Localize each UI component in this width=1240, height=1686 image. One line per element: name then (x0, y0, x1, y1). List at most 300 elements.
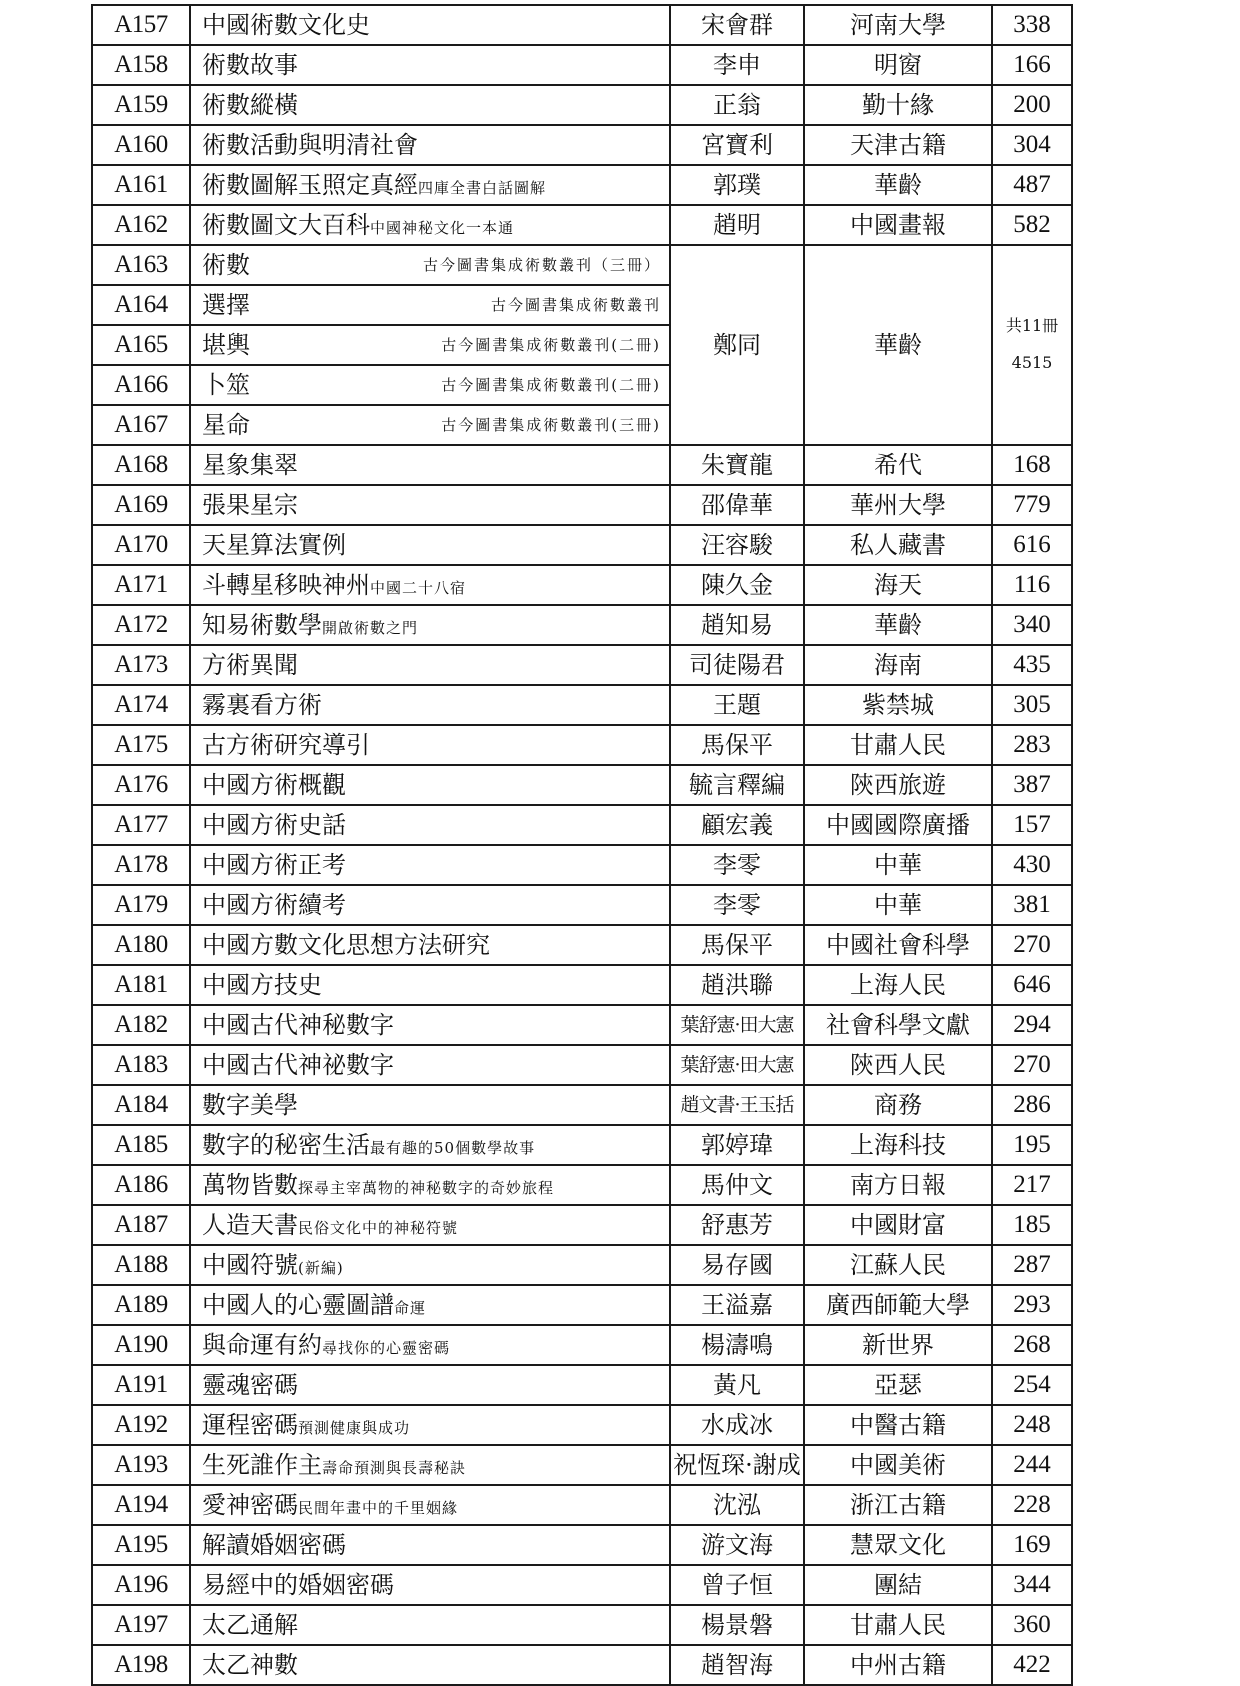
book-id-cell: A169 (92, 485, 190, 525)
book-pages-cell: 344 (992, 1565, 1072, 1605)
table-row (92, 1045, 1072, 1085)
table-row (92, 645, 1072, 685)
book-title: 人造天書 (202, 1210, 298, 1239)
table-row (92, 485, 1072, 525)
book-title-cell (190, 405, 670, 445)
table-row (92, 885, 1072, 925)
series-note: 古今圖書集成術數叢刊(三冊) (441, 415, 661, 434)
book-author-cell: 宋會群 (670, 5, 804, 45)
book-title-cell (190, 1125, 670, 1165)
book-author-cell: 李零 (670, 845, 804, 885)
book-subtitle: 探尋主宰萬物的神秘數字的奇妙旅程 (298, 1178, 555, 1197)
table-row (92, 85, 1072, 125)
table-row (92, 1365, 1072, 1405)
book-author-cell: 馬仲文 (670, 1165, 804, 1205)
book-pages-cell: 338 (992, 5, 1072, 45)
book-pages-cell: 582 (992, 205, 1072, 245)
book-id-cell: A162 (92, 205, 190, 245)
series-note: 古今圖書集成術數叢刊 (490, 295, 661, 314)
book-title-cell (190, 445, 670, 485)
book-publisher-cell: 亞瑟 (804, 1365, 992, 1405)
book-title-cell (190, 925, 670, 965)
book-publisher-cell: 新世界 (804, 1325, 992, 1365)
book-pages-cell: 228 (992, 1485, 1072, 1525)
book-pages-cell: 185 (992, 1205, 1072, 1245)
book-id-cell: A166 (92, 365, 190, 405)
book-id-cell: A179 (92, 885, 190, 925)
book-pages-cell: 293 (992, 1285, 1072, 1325)
book-title-cell (190, 205, 670, 245)
book-author-cell: 司徒陽君 (670, 645, 804, 685)
book-title-cell (190, 1365, 670, 1405)
book-publisher-cell: 江蘇人民 (804, 1245, 992, 1285)
book-author-cell: 李申 (670, 45, 804, 85)
book-id-cell: A165 (92, 325, 190, 365)
book-author-cell: 趙知易 (670, 605, 804, 645)
book-publisher-cell: 團結 (804, 1565, 992, 1605)
book-pages-cell: 283 (992, 725, 1072, 765)
table-row (92, 1325, 1072, 1365)
book-pages-cell: 116 (992, 565, 1072, 605)
book-publisher-cell: 河南大學 (804, 5, 992, 45)
book-id-cell: A172 (92, 605, 190, 645)
book-author-cell: 趙智海 (670, 1645, 804, 1685)
table-row (92, 1405, 1072, 1445)
book-id-cell: A173 (92, 645, 190, 685)
book-title: 解讀婚姻密碼 (202, 1530, 346, 1559)
book-title: 古方術研究導引 (202, 730, 370, 759)
book-title: 中國古代神秘數字 (202, 1010, 394, 1039)
book-pages-cell: 294 (992, 1005, 1072, 1045)
book-author-cell: 汪容駿 (670, 525, 804, 565)
book-publisher-cell: 陝西人民 (804, 1045, 992, 1085)
book-author-cell: 王溢嘉 (670, 1285, 804, 1325)
book-publisher-cell: 上海人民 (804, 965, 992, 1005)
book-author-cell: 游文海 (670, 1525, 804, 1565)
table-row (92, 1525, 1072, 1565)
book-title: 方術異聞 (202, 650, 298, 679)
group-pages-volumes: 共11冊 (1005, 316, 1059, 336)
book-publisher-cell: 上海科技 (804, 1125, 992, 1165)
catalog-rows-top (92, 5, 1072, 245)
book-title-cell (190, 1005, 670, 1045)
book-subtitle: 四庫全書白話圖解 (418, 178, 547, 197)
book-author-cell: 葉舒憲·田大憲 (670, 1045, 804, 1085)
book-pages-cell: 270 (992, 925, 1072, 965)
book-id-cell: A184 (92, 1085, 190, 1125)
table-row (92, 1005, 1072, 1045)
book-title: 卜筮 (202, 370, 250, 399)
book-id-cell: A167 (92, 405, 190, 445)
book-title: 選擇 (202, 290, 250, 319)
book-author-cell: 毓言釋編 (670, 765, 804, 805)
book-publisher-cell: 海天 (804, 565, 992, 605)
book-pages-cell: 487 (992, 165, 1072, 205)
book-pages-cell: 305 (992, 685, 1072, 725)
book-title-cell (190, 485, 670, 525)
book-pages-cell: 166 (992, 45, 1072, 85)
group-pages-total: 4515 (1011, 353, 1053, 372)
book-publisher-cell: 中華 (804, 885, 992, 925)
book-title: 愛神密碼 (202, 1490, 298, 1519)
table-row (92, 1085, 1072, 1125)
book-title-cell (190, 885, 670, 925)
book-title-cell (190, 45, 670, 85)
book-title-cell (190, 725, 670, 765)
series-note: 古今圖書集成術數叢刊(二冊) (441, 375, 661, 394)
book-id-cell: A185 (92, 1125, 190, 1165)
book-author-cell: 黃凡 (670, 1365, 804, 1405)
book-id-cell: A194 (92, 1485, 190, 1525)
book-author-cell: 趙文書·王玉括 (670, 1085, 804, 1125)
book-title: 中國方術續考 (202, 890, 346, 919)
book-id-cell: A160 (92, 125, 190, 165)
book-id-cell: A157 (92, 5, 190, 45)
book-publisher-cell: 華齡 (804, 605, 992, 645)
book-publisher-cell: 紫禁城 (804, 685, 992, 725)
book-subtitle: 預測健康與成功 (298, 1418, 411, 1437)
book-pages-cell: 268 (992, 1325, 1072, 1365)
table-row (92, 245, 1072, 285)
book-publisher-cell: 中華 (804, 845, 992, 885)
book-title: 生死誰作主 (202, 1450, 322, 1479)
book-pages-cell: 286 (992, 1085, 1072, 1125)
book-author-cell: 楊濤鳴 (670, 1325, 804, 1365)
book-id-cell: A189 (92, 1285, 190, 1325)
book-title: 術數圖文大百科 (202, 210, 370, 239)
book-publisher-cell: 商務 (804, 1085, 992, 1125)
book-subtitle: 民俗文化中的神秘符號 (298, 1218, 459, 1237)
book-pages-cell: 244 (992, 1445, 1072, 1485)
book-title: 中國方術概觀 (202, 770, 346, 799)
book-publisher-cell: 社會科學文獻 (804, 1005, 992, 1045)
table-row (92, 605, 1072, 645)
book-pages-cell: 360 (992, 1605, 1072, 1645)
book-id-cell: A180 (92, 925, 190, 965)
book-author-cell: 祝恆琛·謝成 (670, 1445, 804, 1485)
book-publisher-cell: 中國畫報 (804, 205, 992, 245)
book-pages-cell: 287 (992, 1245, 1072, 1285)
book-title-cell (190, 565, 670, 605)
book-pages-cell: 157 (992, 805, 1072, 845)
book-author-cell: 朱寶龍 (670, 445, 804, 485)
book-id-cell: A183 (92, 1045, 190, 1085)
book-title-cell (190, 1325, 670, 1365)
book-id-cell: A174 (92, 685, 190, 725)
book-id-cell: A190 (92, 1325, 190, 1365)
book-pages-cell: 200 (992, 85, 1072, 125)
book-publisher-cell: 私人藏書 (804, 525, 992, 565)
book-publisher-cell: 浙江古籍 (804, 1485, 992, 1525)
book-title: 斗轉星移映神州 (202, 570, 370, 599)
book-id-cell: A175 (92, 725, 190, 765)
book-subtitle: 中國二十八宿 (370, 578, 467, 597)
book-pages-cell: 217 (992, 1165, 1072, 1205)
book-author-cell: 王題 (670, 685, 804, 725)
book-pages-cell: 381 (992, 885, 1072, 925)
book-title: 中國方術史話 (202, 810, 346, 839)
book-id-cell: A196 (92, 1565, 190, 1605)
table-row (92, 1205, 1072, 1245)
book-publisher-cell: 甘肅人民 (804, 1605, 992, 1645)
book-publisher-cell: 華齡 (804, 165, 992, 205)
book-id-cell: A193 (92, 1445, 190, 1485)
table-row (92, 445, 1072, 485)
book-id-cell: A171 (92, 565, 190, 605)
table-row (92, 5, 1072, 45)
book-title-cell (190, 1485, 670, 1525)
book-title: 星象集翠 (202, 450, 298, 479)
book-publisher-cell: 南方日報 (804, 1165, 992, 1205)
book-subtitle: 民間年畫中的千里姻緣 (298, 1498, 459, 1517)
book-publisher-cell: 中國財富 (804, 1205, 992, 1245)
book-title: 天星算法實例 (202, 530, 346, 559)
book-title-cell (190, 245, 670, 285)
series-note: 古今圖書集成術數叢刊(二冊) (441, 335, 661, 354)
book-title-cell (190, 685, 670, 725)
table-row (92, 1285, 1072, 1325)
catalog-rows-bottom (92, 445, 1072, 1685)
book-title: 中國古代神祕數字 (202, 1050, 394, 1079)
book-subtitle: 命運 (394, 1298, 427, 1317)
book-title-cell (190, 365, 670, 405)
table-row (92, 845, 1072, 885)
book-pages-cell: 304 (992, 125, 1072, 165)
book-id-cell: A176 (92, 765, 190, 805)
group-publisher-cell: 華齡 (804, 245, 992, 445)
book-id-cell: A168 (92, 445, 190, 485)
book-id-cell: A198 (92, 1645, 190, 1685)
book-pages-cell: 616 (992, 525, 1072, 565)
catalog-rows-group (92, 245, 1072, 445)
book-id-cell: A187 (92, 1205, 190, 1245)
book-publisher-cell: 海南 (804, 645, 992, 685)
book-pages-cell: 387 (992, 765, 1072, 805)
book-publisher-cell: 中醫古籍 (804, 1405, 992, 1445)
book-title: 術數 (202, 250, 250, 279)
table-row (92, 1125, 1072, 1165)
book-title: 術數圖解玉照定真經 (202, 170, 418, 199)
book-publisher-cell: 希代 (804, 445, 992, 485)
book-author-cell: 李零 (670, 885, 804, 925)
book-title: 數字的秘密生活 (202, 1130, 370, 1159)
group-author-cell: 鄭同 (670, 245, 804, 445)
book-id-cell: A181 (92, 965, 190, 1005)
book-title: 中國方術正考 (202, 850, 346, 879)
book-publisher-cell: 慧眾文化 (804, 1525, 992, 1565)
book-title: 術數活動與明清社會 (202, 130, 418, 159)
book-title-cell (190, 165, 670, 205)
series-note: 古今圖書集成術數叢刊（三冊） (422, 255, 661, 274)
book-subtitle: 尋找你的心靈密碼 (322, 1338, 451, 1357)
book-title: 靈魂密碼 (202, 1370, 298, 1399)
book-author-cell: 正翁 (670, 85, 804, 125)
book-title: 中國術數文化史 (202, 10, 370, 39)
book-pages-cell: 435 (992, 645, 1072, 685)
book-title-cell (190, 1205, 670, 1245)
book-publisher-cell: 勤十緣 (804, 85, 992, 125)
table-row (92, 45, 1072, 85)
book-title-cell (190, 125, 670, 165)
book-title: 中國人的心靈圖譜 (202, 1290, 394, 1319)
book-author-cell: 馬保平 (670, 725, 804, 765)
book-title-cell (190, 1605, 670, 1645)
table-row (92, 765, 1072, 805)
table-row (92, 1445, 1072, 1485)
book-pages-cell: 646 (992, 965, 1072, 1005)
book-pages-cell: 430 (992, 845, 1072, 885)
book-id-cell: A195 (92, 1525, 190, 1565)
book-id-cell: A159 (92, 85, 190, 125)
book-id-cell: A170 (92, 525, 190, 565)
book-title-cell (190, 285, 670, 325)
book-author-cell: 葉舒憲·田大憲 (670, 1005, 804, 1045)
table-row (92, 805, 1072, 845)
book-title: 太乙神數 (202, 1650, 298, 1679)
table-row (92, 165, 1072, 205)
book-author-cell: 趙明 (670, 205, 804, 245)
book-author-cell: 顧宏義 (670, 805, 804, 845)
book-author-cell: 楊景磐 (670, 1605, 804, 1645)
book-title-cell (190, 1405, 670, 1445)
book-author-cell: 曾子恒 (670, 1565, 804, 1605)
book-title-cell (190, 1565, 670, 1605)
book-title-cell (190, 85, 670, 125)
book-pages-cell: 248 (992, 1405, 1072, 1445)
book-title-cell (190, 845, 670, 885)
book-title: 中國方數文化思想方法研究 (202, 930, 490, 959)
book-id-cell: A191 (92, 1365, 190, 1405)
book-pages-cell: 195 (992, 1125, 1072, 1165)
book-catalog-table (91, 4, 1073, 1686)
book-title: 易經中的婚姻密碼 (202, 1570, 394, 1599)
book-author-cell: 陳久金 (670, 565, 804, 605)
book-author-cell: 趙洪聯 (670, 965, 804, 1005)
book-publisher-cell: 中國社會科學 (804, 925, 992, 965)
table-row (92, 1245, 1072, 1285)
book-id-cell: A161 (92, 165, 190, 205)
table-row (92, 1485, 1072, 1525)
book-author-cell: 沈泓 (670, 1485, 804, 1525)
book-title-cell (190, 1285, 670, 1325)
book-pages-cell: 779 (992, 485, 1072, 525)
book-publisher-cell: 天津古籍 (804, 125, 992, 165)
book-subtitle: 最有趣的50個數學故事 (370, 1138, 536, 1157)
book-title: 術數故事 (202, 50, 298, 79)
book-id-cell: A164 (92, 285, 190, 325)
book-author-cell: 馬保平 (670, 925, 804, 965)
book-pages-cell: 340 (992, 605, 1072, 645)
book-subtitle: 開啟術數之門 (322, 618, 419, 637)
book-publisher-cell: 陝西旅遊 (804, 765, 992, 805)
table-row (92, 1605, 1072, 1645)
table-row (92, 685, 1072, 725)
book-title-cell (190, 1645, 670, 1685)
book-title: 與命運有約 (202, 1330, 322, 1359)
book-publisher-cell: 廣西師範大學 (804, 1285, 992, 1325)
book-title: 霧裏看方術 (202, 690, 322, 719)
book-title-cell (190, 1045, 670, 1085)
book-title-cell (190, 765, 670, 805)
book-publisher-cell: 中國國際廣播 (804, 805, 992, 845)
book-pages-cell: 422 (992, 1645, 1072, 1685)
book-author-cell: 宮寶利 (670, 125, 804, 165)
book-title-cell (190, 645, 670, 685)
table-row (92, 965, 1072, 1005)
book-title: 星命 (202, 410, 250, 439)
book-subtitle: 壽命預測與長壽秘訣 (322, 1458, 467, 1477)
book-author-cell: 郭璞 (670, 165, 804, 205)
book-subtitle: 中國神秘文化一本通 (370, 218, 515, 237)
book-author-cell: 水成冰 (670, 1405, 804, 1445)
book-title-cell (190, 525, 670, 565)
book-id-cell: A186 (92, 1165, 190, 1205)
book-title: 運程密碼 (202, 1410, 298, 1439)
book-title: 萬物皆數 (202, 1170, 298, 1199)
table-row (92, 125, 1072, 165)
book-id-cell: A188 (92, 1245, 190, 1285)
book-pages-cell: 168 (992, 445, 1072, 485)
book-title: 知易術數學 (202, 610, 322, 639)
book-publisher-cell: 明窗 (804, 45, 992, 85)
book-id-cell: A178 (92, 845, 190, 885)
book-pages-cell: 270 (992, 1045, 1072, 1085)
table-row (92, 525, 1072, 565)
table-row (92, 565, 1072, 605)
book-title-cell (190, 1245, 670, 1285)
book-id-cell: A192 (92, 1405, 190, 1445)
book-id-cell: A158 (92, 45, 190, 85)
book-publisher-cell: 中州古籍 (804, 1645, 992, 1685)
book-id-cell: A177 (92, 805, 190, 845)
book-title-cell (190, 1525, 670, 1565)
book-title: 術數縱橫 (202, 90, 298, 119)
book-title-cell (190, 5, 670, 45)
book-pages-cell: 169 (992, 1525, 1072, 1565)
book-publisher-cell: 甘肅人民 (804, 725, 992, 765)
book-id-cell: A182 (92, 1005, 190, 1045)
book-title-cell (190, 965, 670, 1005)
book-subtitle: (新編) (298, 1258, 344, 1277)
book-id-cell: A163 (92, 245, 190, 285)
book-title-cell (190, 805, 670, 845)
book-author-cell: 邵偉華 (670, 485, 804, 525)
book-author-cell: 郭婷瑋 (670, 1125, 804, 1165)
book-author-cell: 易存國 (670, 1245, 804, 1285)
book-title-cell (190, 1165, 670, 1205)
group-pages-cell (992, 245, 1072, 445)
book-author-cell: 舒惠芳 (670, 1205, 804, 1245)
book-title: 中國方技史 (202, 970, 322, 999)
table-row (92, 925, 1072, 965)
table-row (92, 725, 1072, 765)
table-row (92, 1645, 1072, 1685)
table-row (92, 1565, 1072, 1605)
table-row (92, 1165, 1072, 1205)
book-title-cell (190, 325, 670, 365)
book-title: 張果星宗 (202, 490, 298, 519)
book-title-cell (190, 1445, 670, 1485)
book-title-cell (190, 605, 670, 645)
book-title: 太乙通解 (202, 1610, 298, 1639)
table-row (92, 205, 1072, 245)
book-id-cell: A197 (92, 1605, 190, 1645)
book-publisher-cell: 中國美術 (804, 1445, 992, 1485)
book-publisher-cell: 華州大學 (804, 485, 992, 525)
book-title: 堪輿 (202, 330, 250, 359)
book-title: 數字美學 (202, 1090, 298, 1119)
book-title: 中國符號 (202, 1250, 298, 1279)
